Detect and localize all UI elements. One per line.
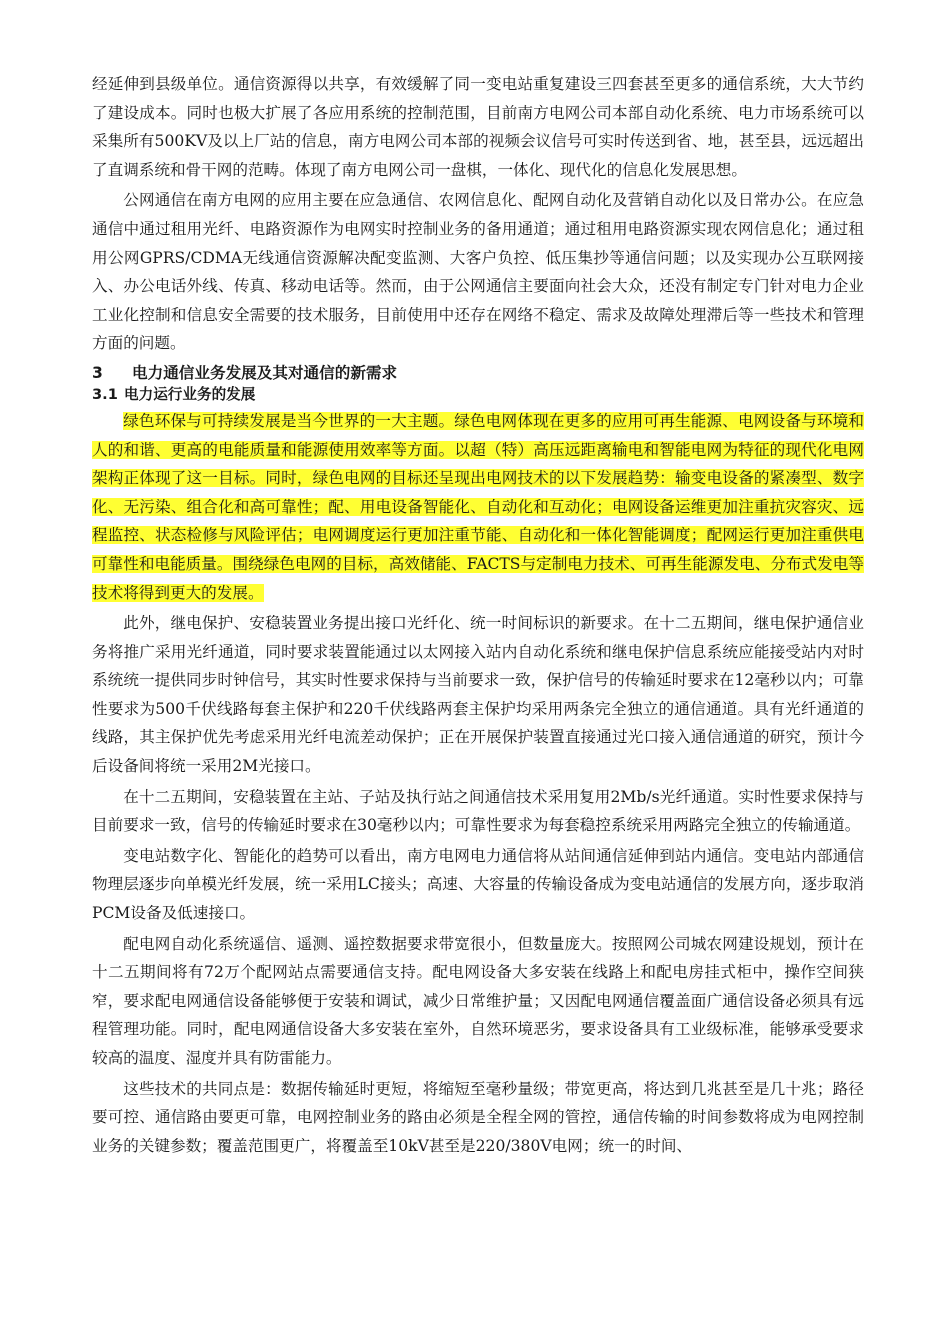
highlighted-text: 绿色环保与可持续发展是当今世界的一大主题。绿色电网体现在更多的应用可再生能源、电网设备与环境和人的和谐、更高的电能质量和能源使用效率等方面。以超（特）高压远距离输电和智能电网为特征的现代化电网架构正体现了这一目标。同时，绿色电网的目标还呈现出电网技术的以下发展趋势：输变电设备的紧凑型、数字化、无污染、组合化和高可靠性；配、用电设备智能化、自动化和互动化；电网设备运维更加注重抗灾容灾、远程监控、状态检修与风险评估；电网调度运行更加注重节能、自动化和一体化智能调度；配网运行更加注重供电可靠性和电能质量。围绕绿色电网的目标，高效储能、FACTS与定制电力技术、可再生能源发电、分布式发电等技术将得到更大的发展。: [92, 411, 864, 602]
paragraph-intro-1: 经延伸到县级单位。通信资源得以共享，有效缓解了同一变电站重复建设三四套甚至更多的通信系统，大大节约了建设成本。同时也极大扩展了各应用系统的控制范围，目前南方电网公司本部自动化系统、电力市场系统可以采集所有500KV及以上厂站的信息，南方电网公司本部的视频会议信号可实时传送到省、地，甚至县，远远超出了直调系统和骨干网的范畴。体现了南方电网公司一盘棋，一体化、现代化的信息化发展思想。: [92, 75, 864, 179]
paragraph-body-3: 变电站数字化、智能化的趋势可以看出，南方电网电力通信将从站间通信延伸到站内通信。变电站内部通信物理层逐步向单模光纤发展，统一采用LC接头；高速、大容量的传输设备成为变电站通信的发展方向，逐步取消PCM设备及低速接口。: [92, 846, 864, 923]
paragraph-body-5: 这些技术的共同点是：数据传输延时更短，将缩短至毫秒量级；带宽更高，将达到几兆甚至是几十兆；路径要可控、通信路由要更可靠，电网控制业务的路由必须是全程全网的管控，通信传输的时间参数将成为电网控制业务的关键参数；覆盖范围更广，将覆盖至10kV甚至是220/380V电网；统一的时间、: [92, 1079, 864, 1155]
paragraph-body-4: 配电网自动化系统遥信、遥测、遥控数据要求带宽很小，但数量庞大。按照网公司城农网建设规划，预计在十二五期间将有72万个配网站点需要通信支持。配电网设备大多安装在线路上和配电房挂式柜中，操作空间狭窄，要求配电网通信设备能够便于安装和调试，减少日常维护量；又因配电网通信覆盖面广通信设备必须具有远程管理功能。同时，配电网通信设备大多安装在室外，自然环境恶劣，要求设备具有工业级标准，能够承受要求较高的温度、湿度并具有防雷能力。: [92, 934, 864, 1067]
paragraph-highlighted: [92, 407, 864, 607]
section-3-heading: [92, 361, 864, 385]
paragraph-intro-2: 公网通信在南方电网的应用主要在应急通信、农网信息化、配网自动化及营销自动化以及日常办公。在应急通信中通过租用光纤、电路资源作为电网实时控制业务的备用通道；通过租用电路资源实现农网信息化；通过租用公网GPRS/CDMA无线通信资源解决配变监测、大客户负控、低压集抄等通信问题；以及实现办公互联网接入、办公电话外线、传真、移动电话等。然而，由于公网通信主要面向社会大众，还没有制定专门针对电力企业工业化控制和信息安全需要的技术服务，目前使用中还存在网络不稳定、需求及故障处理滞后等一些技术和管理方面的问题。: [92, 191, 864, 353]
section-3-1-heading: [92, 385, 864, 405]
section-3-1-title: 电力运行业务的发展: [124, 385, 256, 403]
section-3-number: 3: [92, 363, 103, 382]
section-3-title: 电力通信业务发展及其对通信的新需求: [132, 363, 398, 382]
paragraph-body-2: 在十二五期间，安稳装置在主站、子站及执行站之间通信技术采用复用2Mb/s光纤通道。实时性要求保持与目前要求一致，信号的传输延时要求在30毫秒以内；可靠性要求为每套稳控系统采用两路完全独立的传输通道。: [92, 787, 864, 835]
section-3-1-number: 3.1: [92, 385, 118, 403]
paragraph-body-1: 此外，继电保护、安稳装置业务提出接口光纤化、统一时间标识的新要求。在十二五期间，继电保护通信业务将推广采用光纤通道，同时要求装置能通过以太网接入站内自动化系统和继电保护信息系统应能接受站内对时系统统一提供同步时钟信号，其实时性要求保持与当前要求一致，保护信号的传输延时要求在12毫秒以内；可靠性要求为500千伏线路每套主保护和220千伏线路两套主保护均采用两条完全独立的通信通道。具有光纤通道的线路，其主保护优先考虑采用光纤电流差动保护；正在开展保护装置直接通过光口接入通信通道的研究，预计今后设备间将统一采用2M光接口。: [92, 614, 864, 776]
